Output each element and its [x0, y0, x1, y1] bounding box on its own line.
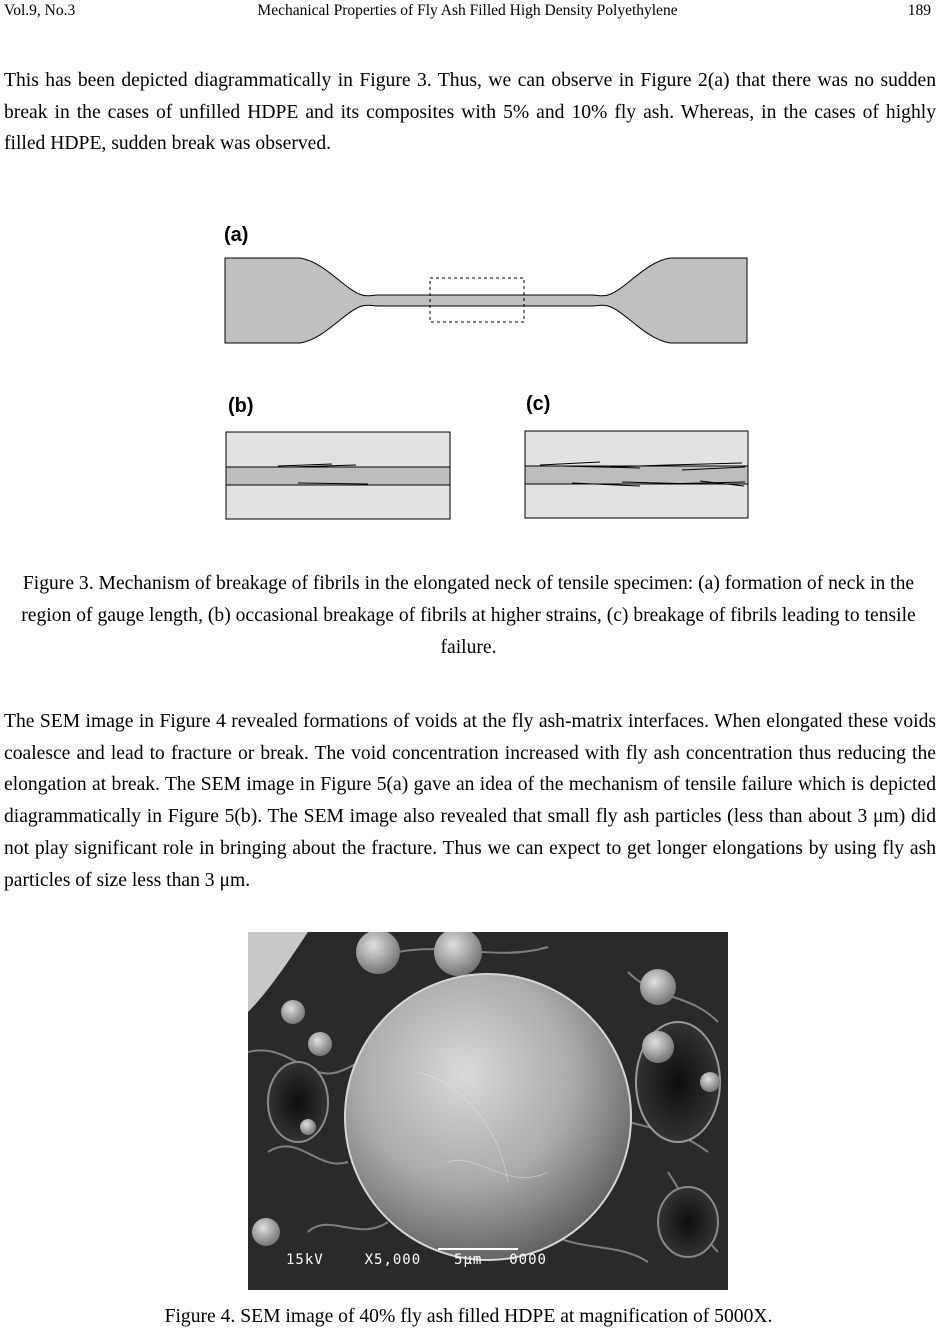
- paragraph-sem: The SEM image in Figure 4 revealed formations of voids at the fly ash-matrix interfaces. When elongated these voids coalesce and lead to fracture or break. The void concentration increased with fly ash concentration thus reducing the elongation at break. The SEM image in Figure 5(a) gave an idea of the mechanism of tensile failure which is depicted diagrammatically in Figure 5(b). The SEM image also revealed that small fly ash particles (less than about 3 μm) did not play significant role in bringing about the fracture. Thus we can expect to get longer elongations by using fly ash particles of size less than 3 μm.: [4, 711, 936, 891]
- page-number: 189: [907, 2, 931, 19]
- figure-3-diagram: [0, 210, 937, 530]
- panel-b-neck: [226, 467, 450, 485]
- running-title: Mechanical Properties of Fly Ash Filled High Density Polyethylene: [257, 2, 678, 19]
- figure-3-label-b: (b): [228, 395, 254, 417]
- figure-3-label-c: (c): [526, 393, 551, 415]
- sem-databar: [286, 1252, 586, 1274]
- sem-magnification: X5,000: [364, 1252, 422, 1268]
- figure-4-caption: Figure 4. SEM image of 40% fly ash filled HDPE at magnification of 5000X.: [164, 1306, 773, 1327]
- journal-volume: Vol.9, No.3: [4, 2, 76, 19]
- sem-scale: 5μm: [454, 1252, 483, 1268]
- paragraph-intro: This has been depicted diagrammatically in Figure 3. Thus, we can observe in Figure 2(a) that there was no sudden break in the cases of unfilled HDPE and its composites with 5% and 10% fly ash. Whereas, in the cases of highly filled HDPE, sudden break was observed.: [4, 70, 936, 155]
- sem-voltage: 15kV: [286, 1252, 324, 1268]
- sem-micrograph: [248, 932, 728, 1290]
- sem-image-number: 0000: [509, 1252, 547, 1268]
- running-header: [4, 2, 931, 24]
- figure-3-label-a: (a): [224, 224, 249, 246]
- tensile-specimen-shape: [225, 258, 747, 343]
- figure-3-caption: Figure 3. Mechanism of breakage of fibrils in the elongated neck of tensile specimen: (a) formation of neck in the region of gauge length, (b) occasional breakage of fibrils at higher strains, (c) breakage of fibrils leading to tensile failure.: [21, 573, 916, 658]
- sem-image-drawing: [248, 932, 728, 1290]
